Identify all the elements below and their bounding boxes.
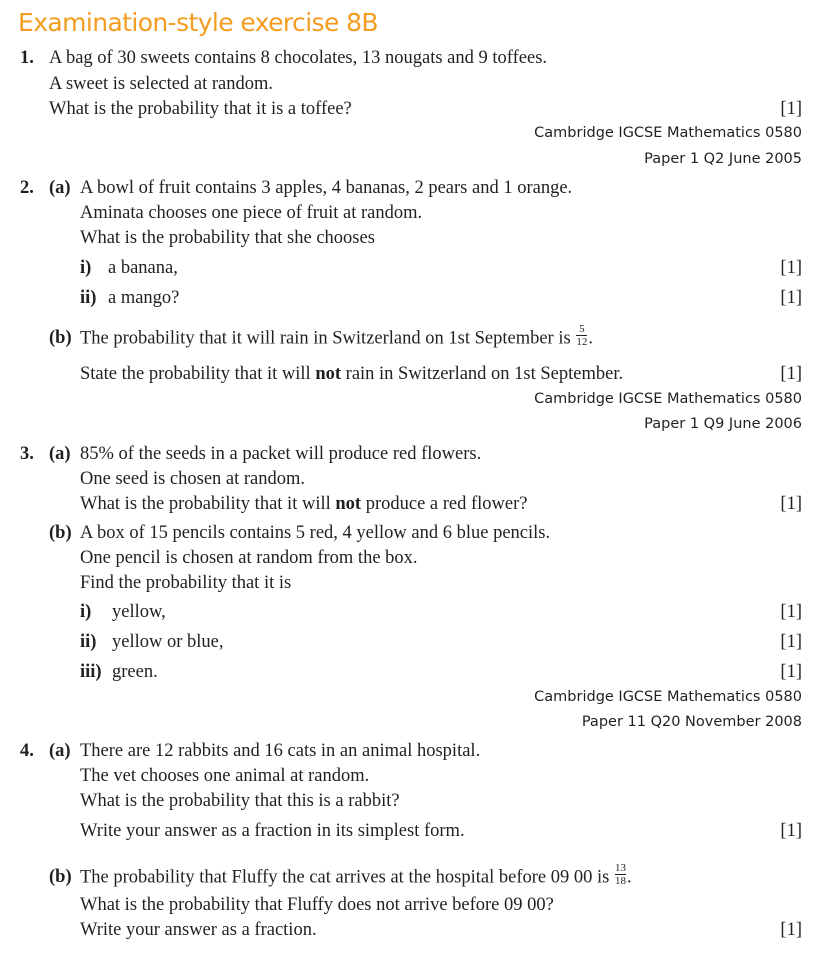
question-text [80,323,593,351]
part-label: (a) [49,178,71,198]
question-text-segment: What is the probability that it will [80,494,336,514]
fraction-numerator: 13 [614,862,626,874]
question-text: What is the probability that she chooses [80,228,375,248]
question-text [80,493,528,515]
punctuation: . [588,328,593,349]
mark-allocation: [1] [780,602,802,622]
part-label: (b) [49,867,72,887]
subpart-label: ii) [80,288,97,308]
mark-allocation: [1] [780,258,802,278]
question-text: A box of 15 pencils contains 5 red, 4 yellow and 6 blue pencils. [80,523,551,543]
question-text: 85% of the seeds in a packet will produce red flowers. [80,444,482,464]
subpart-text: green. [112,662,158,682]
emphasis: not [335,494,362,514]
mark-allocation: [1] [780,632,802,652]
source-reference: Paper 1 Q2 June 2005 [644,151,802,167]
source-reference: Cambridge IGCSE Mathematics 0580 [534,689,802,705]
emphasis: not [315,364,342,384]
mark-allocation: [1] [780,821,802,841]
mark-allocation: [1] [780,364,802,384]
subpart-text: yellow, [112,602,166,622]
subpart-label: iii) [80,662,102,682]
question-text-segment: The probability that Fluffy the cat arrives at the hospital before 09 00 is [80,867,610,888]
mark-allocation: [1] [780,662,802,682]
question-text-segment: The probability that it will rain in Switzerland on 1st September is [80,328,571,349]
question-number: 3. [20,444,34,464]
source-reference: Paper 1 Q9 June 2006 [644,416,802,432]
question-text: A bag of 30 sweets contains 8 chocolates, 13 nougats and 9 toffees. [49,48,548,68]
question-text: What is the probability that this is a rabbit? [80,791,400,811]
mark-allocation: [1] [780,99,802,119]
part-label: (a) [49,741,71,761]
part-label: (b) [49,328,72,348]
part-label: (b) [49,523,72,543]
question-text [80,363,623,385]
source-reference: Paper 11 Q20 November 2008 [581,714,802,730]
source-reference: Cambridge IGCSE Mathematics 0580 [534,391,802,407]
subpart-text: a mango? [108,288,180,308]
fraction [615,863,626,887]
fraction-numerator: 5 [579,323,585,335]
question-text: Find the probability that it is [80,573,292,593]
question-text: A bowl of fruit contains 3 apples, 4 bananas, 2 pears and 1 orange. [80,178,573,198]
question-text: The vet chooses one animal at random. [80,766,370,786]
question-text-segment: rain in Switzerland on 1st September. [341,364,624,384]
question-text: What is the probability that it is a toffee? [49,99,352,119]
subpart-label: i) [80,602,92,622]
mark-allocation: [1] [780,494,802,514]
part-label: (a) [49,444,71,464]
source-reference: Cambridge IGCSE Mathematics 0580 [534,125,802,141]
question-text: Aminata chooses one piece of fruit at random. [80,203,423,223]
subpart-label: i) [80,258,92,278]
subpart-label: ii) [80,632,97,652]
mark-allocation: [1] [780,288,802,308]
subpart-text: yellow or blue, [112,632,224,652]
question-text-segment: State the probability that it will [80,364,316,384]
question-text: One seed is chosen at random. [80,469,306,489]
question-number: 4. [20,741,34,761]
question-text [80,862,632,890]
question-text: A sweet is selected at random. [49,74,273,94]
question-number: 2. [20,178,34,198]
question-text: There are 12 rabbits and 16 cats in an animal hospital. [80,741,481,761]
mark-allocation: [1] [780,920,802,940]
fraction-denominator: 12 [576,336,588,348]
fraction [576,324,587,348]
subpart-text: a banana, [108,258,178,278]
fraction-denominator: 18 [614,875,626,887]
punctuation: . [626,867,632,888]
question-text-segment: produce a red flower? [361,494,528,514]
question-text: Write your answer as a fraction. [80,920,317,940]
question-text: Write your answer as a fraction in its simplest form. [80,821,465,841]
question-number: 1. [20,48,34,68]
exercise-title: Examination-style exercise 8B [18,8,378,37]
question-text: What is the probability that Fluffy does not arrive before 09 00? [80,895,554,915]
question-text: One pencil is chosen at random from the box. [80,548,418,568]
